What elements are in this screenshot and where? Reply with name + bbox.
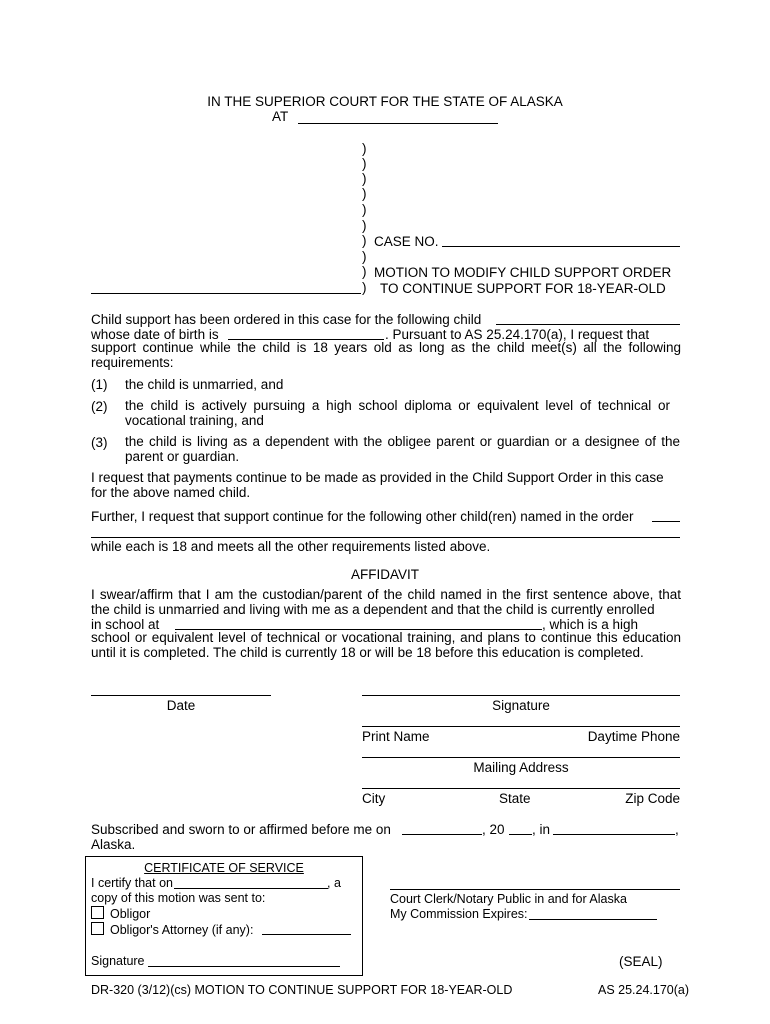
motion-title-2: TO CONTINUE SUPPORT FOR 18-YEAR-OLD bbox=[380, 281, 666, 296]
jurat-text-a: Subscribed and sworn to or affirmed before me on bbox=[91, 822, 391, 837]
jurat-year-field[interactable] bbox=[509, 834, 532, 835]
p3-text: Further, I request that support continue for the following other child(ren) named in the order bbox=[91, 509, 634, 524]
caption-paren: ) bbox=[362, 156, 367, 171]
signature-label: Signature bbox=[492, 698, 550, 713]
jurat-text-c: , in bbox=[532, 822, 551, 837]
seal-label: (SEAL) bbox=[619, 954, 663, 969]
caption-paren: ) bbox=[362, 186, 367, 201]
attorney-name-field[interactable] bbox=[262, 934, 351, 935]
signature-field[interactable] bbox=[362, 695, 680, 696]
court-heading: IN THE SUPERIOR COURT FOR THE STATE OF ALASKA bbox=[207, 94, 563, 109]
other-children-field-2[interactable] bbox=[91, 537, 680, 538]
req3-text: the child is living as a dependent with the obligee parent or guardian or a designee of the parent or guardian. bbox=[125, 434, 680, 464]
print-name-label: Print Name bbox=[362, 729, 430, 744]
mailing-address-label: Mailing Address bbox=[473, 760, 569, 775]
certificate-line2: copy of this motion was sent to: bbox=[91, 891, 266, 905]
caption-paren: ) bbox=[362, 280, 367, 295]
zip-label: Zip Code bbox=[625, 791, 680, 806]
party-name-field[interactable] bbox=[91, 293, 361, 294]
clerk-line1: Court Clerk/Notary Public in and for Alaska bbox=[390, 892, 627, 906]
attorney-checkbox[interactable] bbox=[91, 922, 104, 935]
certificate-line1-end: , a bbox=[327, 876, 341, 890]
p1-text-c: . Pursuant to AS 25.24.170(a), I request that bbox=[385, 327, 650, 342]
affidavit-text-d: school or equivalent level of technical or vocational training, and plans to continue this education until it is completed. The child is currently 18 or will be 18 before this education is completed. bbox=[91, 630, 681, 660]
date-label: Date bbox=[166, 698, 196, 713]
p1-text-b: whose date of birth is bbox=[91, 327, 219, 342]
attorney-option[interactable] bbox=[91, 922, 253, 937]
motion-title-1: MOTION TO MODIFY CHILD SUPPORT ORDER bbox=[374, 265, 672, 280]
attorney-label: Obligor's Attorney (if any): bbox=[110, 923, 254, 937]
case-no-field[interactable] bbox=[442, 246, 680, 247]
caption-paren: ) bbox=[362, 264, 367, 279]
caption-paren: ) bbox=[362, 202, 367, 217]
clerk-signature-field[interactable] bbox=[390, 889, 680, 890]
obligor-label: Obligor bbox=[110, 907, 151, 921]
child-name-field[interactable] bbox=[496, 324, 680, 325]
certificate-signature-label: Signature bbox=[91, 954, 145, 968]
caption-paren: ) bbox=[362, 171, 367, 186]
case-no-label: CASE NO. bbox=[374, 234, 439, 249]
print-name-field[interactable] bbox=[362, 726, 680, 727]
p3-end: while each is 18 and meets all the other requirements listed above. bbox=[91, 539, 491, 554]
obligor-option[interactable] bbox=[91, 906, 150, 921]
jurat-text-b: , 20 bbox=[482, 822, 505, 837]
affidavit-text-a: I swear/affirm that I am the custodian/parent of the child named in the first sentence above, that the child is unmarried and living with me as a dependent and that the child is currently enrolled bbox=[91, 587, 681, 617]
caption-paren: ) bbox=[362, 141, 367, 156]
city-label: City bbox=[362, 791, 386, 806]
obligor-checkbox[interactable] bbox=[91, 906, 104, 919]
affidavit-text-b: in school at bbox=[91, 617, 160, 632]
req2-text: the child is actively pursuing a high school diploma or equivalent level of technical or vocational training, and bbox=[125, 398, 670, 428]
jurat-text-e: Alaska. bbox=[91, 837, 136, 852]
other-children-field[interactable] bbox=[652, 521, 680, 522]
caption-paren: ) bbox=[362, 233, 367, 248]
service-date-field[interactable] bbox=[174, 888, 328, 889]
mailing-address-field[interactable] bbox=[362, 757, 680, 758]
city-state-zip-field[interactable] bbox=[362, 788, 680, 789]
daytime-phone-label: Daytime Phone bbox=[587, 729, 680, 744]
p1-text-d: support continue while the child is 18 years old as long as the child meet(s) all the following requirements: bbox=[91, 340, 681, 370]
state-label: State bbox=[499, 791, 531, 806]
jurat-date-field[interactable] bbox=[402, 834, 482, 835]
at-label: AT bbox=[272, 109, 289, 124]
req1-num: (1) bbox=[91, 377, 108, 392]
req1-text: the child is unmarried, and bbox=[125, 377, 284, 392]
affidavit-heading: AFFIDAVIT bbox=[350, 567, 419, 582]
jurat-text-d: , bbox=[675, 822, 679, 837]
certificate-title: CERTIFICATE OF SERVICE bbox=[144, 861, 304, 875]
req2-num: (2) bbox=[91, 399, 108, 414]
p1-text-a: Child support has been ordered in this case for the following child bbox=[91, 312, 482, 327]
caption-paren: ) bbox=[362, 218, 367, 233]
date-field[interactable] bbox=[91, 695, 271, 696]
p2-text: I request that payments continue to be made as provided in the Child Support Order in this case for the above named child. bbox=[91, 470, 664, 500]
affidavit-text-c: , which is a high bbox=[542, 617, 639, 632]
at-location-field[interactable] bbox=[298, 123, 498, 124]
statute-footer: AS 25.24.170(a) bbox=[598, 983, 690, 997]
caption-paren: ) bbox=[362, 249, 367, 264]
certificate-line1: I certify that on bbox=[91, 876, 173, 890]
certificate-signature-field[interactable] bbox=[148, 966, 340, 967]
jurat-place-field[interactable] bbox=[553, 834, 675, 835]
clerk-line2: My Commission Expires: bbox=[390, 907, 528, 921]
commission-expires-field[interactable] bbox=[529, 919, 657, 920]
form-footer: DR-320 (3/12)(cs) MOTION TO CONTINUE SUPPORT FOR 18-YEAR-OLD bbox=[91, 983, 513, 997]
req3-num: (3) bbox=[91, 435, 108, 450]
